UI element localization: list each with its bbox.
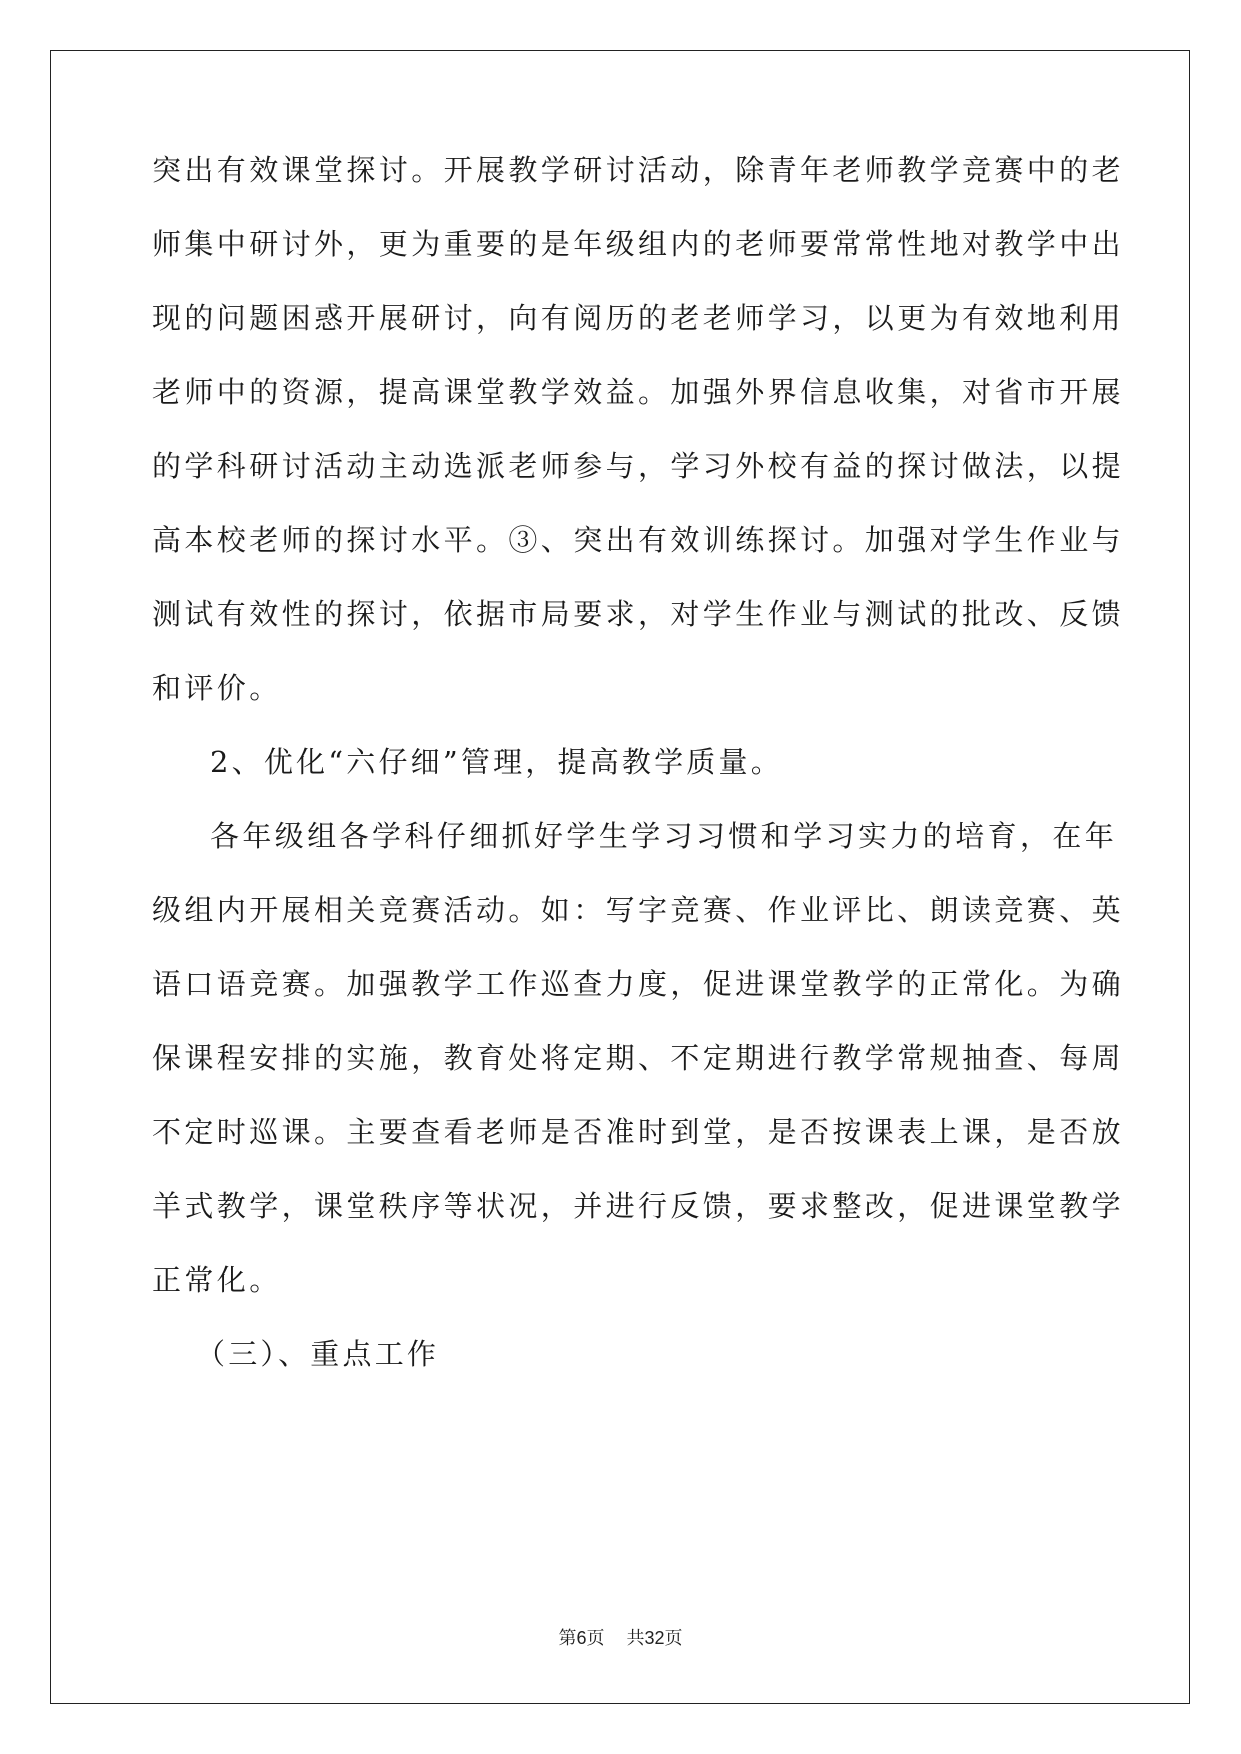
text-line: 语口语竞赛。加强教学工作巡查力度，促进课堂教学的正常化。为确 <box>152 967 1125 1001</box>
text-line: 突出有效课堂探讨。开展教学研讨活动，除青年老师教学竞赛中的老 <box>152 153 1125 187</box>
text-line: 和评价。 <box>152 671 282 705</box>
total-pages: 32 <box>644 1628 665 1648</box>
section-heading: （三）、重点工作 <box>196 1337 440 1371</box>
page-number: 6 <box>576 1628 587 1648</box>
text-line: 高本校老师的探讨水平。③、突出有效训练探讨。加强对学生作业与 <box>152 523 1125 557</box>
text-line: 保课程安排的实施，教育处将定期、不定期进行教学常规抽查、每周 <box>152 1041 1125 1075</box>
text-line: 的学科研讨活动主动选派老师参与，学习外校有益的探讨做法，以提 <box>152 449 1125 483</box>
text-line: 师集中研讨外，更为重要的是年级组内的老师要常常性地对教学中出 <box>152 227 1125 261</box>
text-line: 羊式教学，课堂秩序等状况，并进行反馈，要求整改，促进课堂教学 <box>152 1189 1125 1223</box>
text-line: 不定时巡课。主要查看老师是否准时到堂，是否按课表上课，是否放 <box>152 1115 1125 1149</box>
footer-total-suffix: 页 <box>664 1628 683 1649</box>
footer-total-prefix: 共 <box>626 1628 645 1649</box>
section-heading: 2、优化“六仔细”管理，提高教学质量。 <box>210 745 783 779</box>
text-line: 级组内开展相关竞赛活动。如：写字竞赛、作业评比、朗读竞赛、英 <box>152 893 1125 927</box>
text-line: 现的问题困惑开展研讨，向有阅历的老老师学习，以更为有效地利用 <box>152 301 1125 335</box>
text-line: 老师中的资源，提高课堂教学效益。加强外界信息收集，对省市开展 <box>152 375 1125 409</box>
page-footer <box>0 1627 1241 1650</box>
text-line: 正常化。 <box>152 1263 282 1297</box>
text-line: 测试有效性的探讨，依据市局要求，对学生作业与测试的批改、反馈 <box>152 597 1125 631</box>
footer-prefix: 第 <box>558 1628 577 1649</box>
footer-page-suffix: 页 <box>586 1628 605 1649</box>
text-line: 各年级组各学科仔细抓好学生学习习惯和学习实力的培育，在年 <box>210 819 1118 853</box>
